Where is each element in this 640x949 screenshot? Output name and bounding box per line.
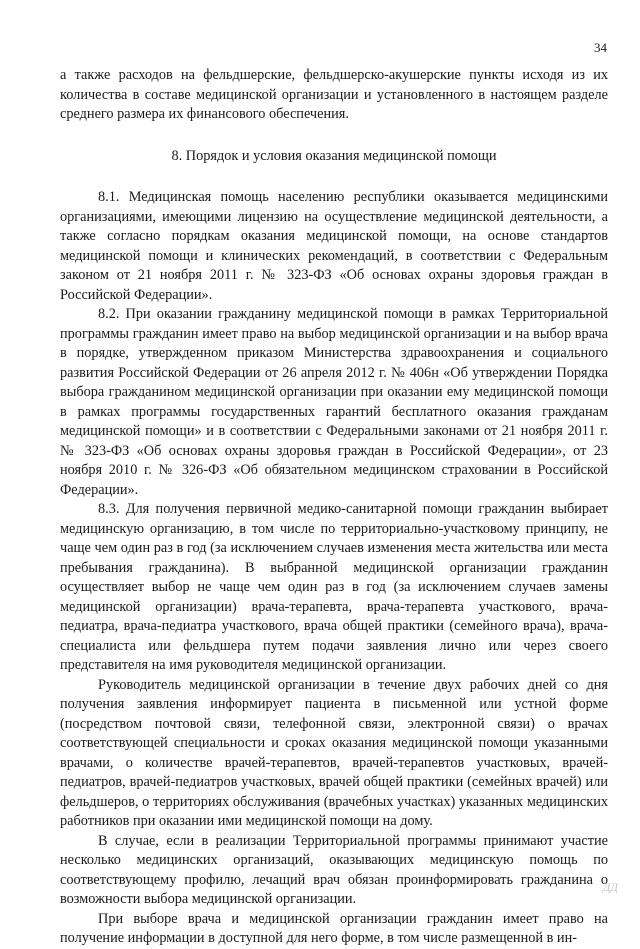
paragraph-multiple-orgs: В случае, если в реализации Территориальной программы принимают участие несколько медицинских организаций, оказывающих медицинскую помощь по соответствующему профилю, лечащий врач обязан проинформировать гражданина о возможности выбора медицинской организации. (60, 832, 608, 907)
corner-mark: ДД (602, 880, 618, 894)
intro-paragraph: а также расходов на фельдшерские, фельдшерско-акушерские пункты исходя из их количества в составе медицинской организации и установленного в настоящем разделе среднего размера их финансового обеспечения. (60, 67, 608, 122)
paragraph-head-informs: Руководитель медицинской организации в течение двух рабочих дней со дня получения заявления информирует пациента в письменной или устной форме (посредством почтовой связи, телефонной связи, электронной связи) о врачах соответствующей специальности и сроках оказания медицинской помощи указанными врачами, о количестве врачей-терапевтов, врачей-терапевтов участковых, врачей-педиатров, врачей-педиатров участковых, врачей общей практики (семейных врачей) или фельдшеров, о территориях обслуживания (врачебных участках) указанных медицинских работников при оказании ими медицинской помощи на дому. (60, 676, 608, 829)
paragraph-8-2: 8.2. При оказании гражданину медицинской помощи в рамках Территориальной программы гражданин имеет право на выбор медицинской организации и на выбор врача в порядке, утвержденном приказом Министерства здравоохранения и социального развития Российской Федерации от 26 апреля 2012 г. № 406н «Об утверждении Порядка выбора гражданином медицинской организации при оказании ему медицинской помощи в рамках программы государственных гарантий бесплатного оказания гражданам медицинской помощи» и в соответствии с Федеральными законами от 21 ноября 2011 г. № 323-ФЗ «Об основах охраны здоровья граждан в Российской Федерации», от 23 ноября 2010 г. № 326-ФЗ «Об обязательном медицинском страховании в Российской Федерации». (60, 306, 608, 498)
document-body (60, 66, 608, 949)
paragraph-right-to-info: При выборе врача и медицинской организации гражданин имеет право на получение информации в доступной для него форме, в том числе размещенной в ин- (60, 910, 608, 946)
paragraph-8-1: 8.1. Медицинская помощь населению республики оказывается медицинскими организациями, имеющими лицензию на осуществление медицинской деятельности, а также согласно порядкам оказания медицинской помощи, на основе стандартов медицинской помощи и клинических рекомендаций, в соответствии с Федеральным законом от 21 ноября 2011 г. № 323-ФЗ «Об основах охраны здоровья граждан в Российской Федерации». (60, 189, 608, 303)
paragraph-8-3: 8.3. Для получения первичной медико-санитарной помощи гражданин выбирает медицинскую организацию, в том числе по территориально-участковому принципу, не чаще чем один раз в год (за исключением случаев изменения места жительства или места пребывания гражданина). В выбранной медицинской организации гражданин осуществляет выбор не чаще чем один раз в год (за исключением случаев замены медицинской организации) врача-терапевта, врача-терапевта участкового, врача-педиатра, врача-педиатра участкового, врача общей практики (семейного врача), врача-специалиста или фельдшера путем подачи заявления лично или через своего представителя на имя руководителя медицинской организации. (60, 501, 608, 673)
section-title: 8. Порядок и условия оказания медицинской помощи (171, 147, 497, 164)
page-number: 34 (594, 40, 607, 55)
